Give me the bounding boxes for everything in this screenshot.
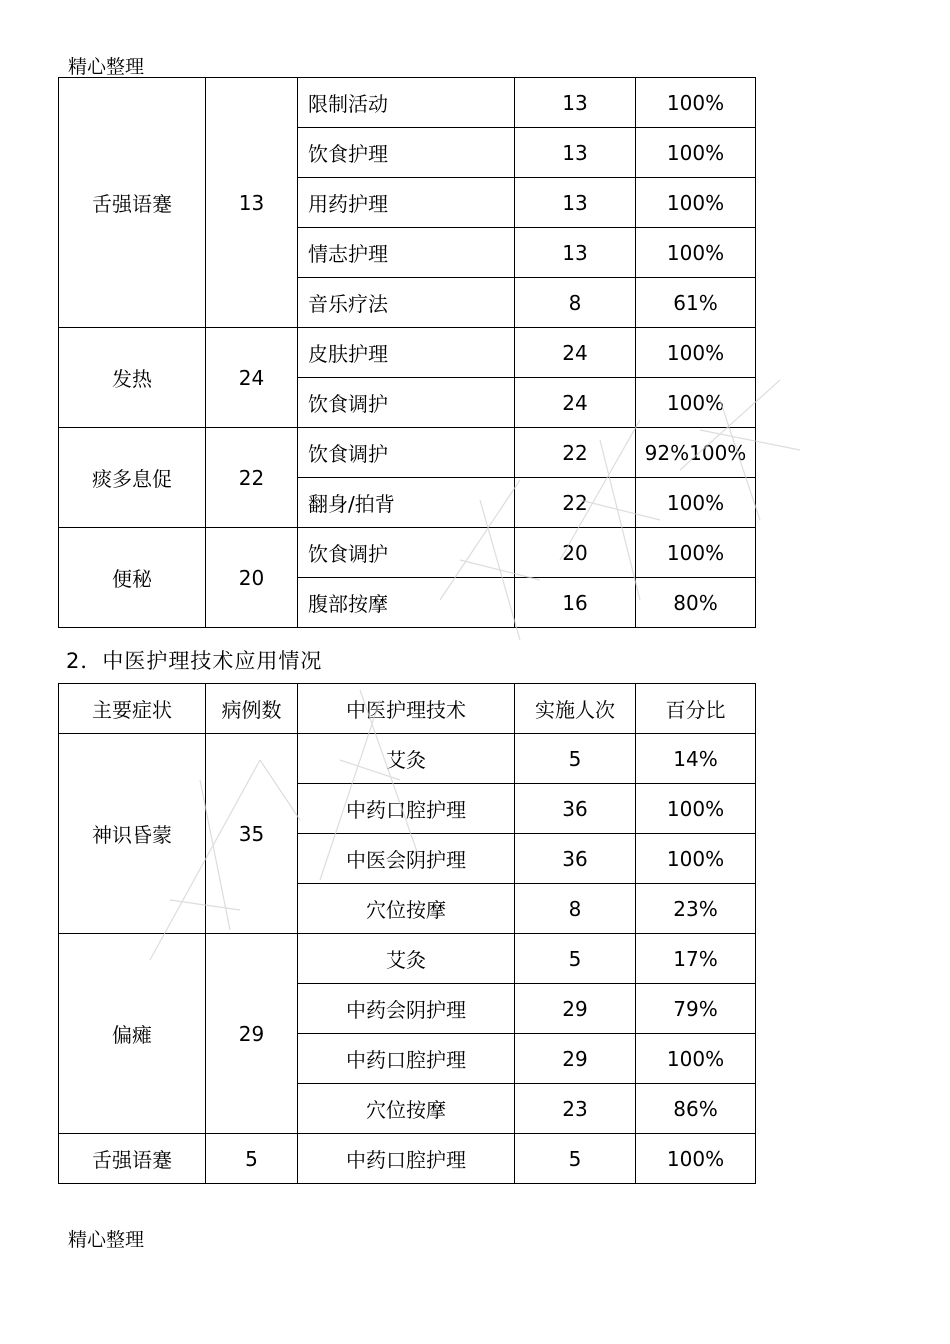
cases-cell: 22 bbox=[206, 428, 298, 528]
cases-cell: 5 bbox=[206, 1134, 298, 1184]
table-row bbox=[59, 934, 756, 984]
count-cell: 13 bbox=[515, 178, 636, 228]
count-cell: 20 bbox=[515, 528, 636, 578]
technique-cell: 艾灸 bbox=[298, 734, 515, 784]
item-cell: 音乐疗法 bbox=[298, 278, 515, 328]
count-cell: 16 bbox=[515, 578, 636, 628]
table-row bbox=[59, 78, 756, 128]
percent-cell: 23% bbox=[636, 884, 756, 934]
item-cell: 腹部按摩 bbox=[298, 578, 515, 628]
page-header: 精心整理 bbox=[68, 56, 145, 78]
percent-cell: 100% bbox=[636, 378, 756, 428]
percent-cell: 79% bbox=[636, 984, 756, 1034]
technique-cell: 中药会阴护理 bbox=[298, 984, 515, 1034]
count-cell: 8 bbox=[515, 278, 636, 328]
table-row bbox=[59, 528, 756, 578]
cases-cell: 13 bbox=[206, 78, 298, 328]
count-cell: 5 bbox=[515, 734, 636, 784]
item-cell: 限制活动 bbox=[298, 78, 515, 128]
table-row bbox=[59, 734, 756, 784]
percent-cell: 17% bbox=[636, 934, 756, 984]
count-cell: 22 bbox=[515, 478, 636, 528]
item-cell: 用药护理 bbox=[298, 178, 515, 228]
tcm-technique-table bbox=[58, 683, 756, 1184]
item-cell: 饮食护理 bbox=[298, 128, 515, 178]
percent-cell: 100% bbox=[636, 228, 756, 278]
count-cell: 22 bbox=[515, 428, 636, 478]
count-cell: 8 bbox=[515, 884, 636, 934]
cases-cell: 20 bbox=[206, 528, 298, 628]
percent-cell: 100% bbox=[636, 78, 756, 128]
item-cell: 饮食调护 bbox=[298, 378, 515, 428]
symptom-cell: 偏瘫 bbox=[59, 934, 206, 1134]
table-row bbox=[59, 1134, 756, 1184]
percent-cell: 100% bbox=[636, 1134, 756, 1184]
percent-cell: 100% bbox=[636, 178, 756, 228]
count-cell: 13 bbox=[515, 228, 636, 278]
percent-cell: 100% bbox=[636, 784, 756, 834]
count-cell: 29 bbox=[515, 984, 636, 1034]
column-header: 主要症状 bbox=[59, 684, 206, 734]
column-header: 中医护理技术 bbox=[298, 684, 515, 734]
count-cell: 36 bbox=[515, 784, 636, 834]
symptom-cell: 神识昏蒙 bbox=[59, 734, 206, 934]
item-cell: 饮食调护 bbox=[298, 528, 515, 578]
column-header: 实施人次 bbox=[515, 684, 636, 734]
table-row bbox=[59, 428, 756, 478]
symptom-cell: 舌强语蹇 bbox=[59, 78, 206, 328]
percent-cell: 100% bbox=[636, 528, 756, 578]
table-header-row bbox=[59, 684, 756, 734]
technique-cell: 中药口腔护理 bbox=[298, 1034, 515, 1084]
percent-cell: 14% bbox=[636, 734, 756, 784]
percent-cell: 100% bbox=[636, 1034, 756, 1084]
technique-cell: 中药口腔护理 bbox=[298, 1134, 515, 1184]
percent-cell: 92%100% bbox=[636, 428, 756, 478]
technique-cell: 穴位按摩 bbox=[298, 884, 515, 934]
count-cell: 13 bbox=[515, 128, 636, 178]
item-cell: 饮食调护 bbox=[298, 428, 515, 478]
symptom-cell: 舌强语蹇 bbox=[59, 1134, 206, 1184]
technique-cell: 中医会阴护理 bbox=[298, 834, 515, 884]
column-header: 百分比 bbox=[636, 684, 756, 734]
count-cell: 24 bbox=[515, 378, 636, 428]
count-cell: 5 bbox=[515, 1134, 636, 1184]
symptom-cell: 发热 bbox=[59, 328, 206, 428]
cases-cell: 24 bbox=[206, 328, 298, 428]
table-row bbox=[59, 328, 756, 378]
cases-cell: 35 bbox=[206, 734, 298, 934]
section-title: 2．中医护理技术应用情况 bbox=[66, 649, 323, 673]
technique-cell: 中药口腔护理 bbox=[298, 784, 515, 834]
symptom-cell: 便秘 bbox=[59, 528, 206, 628]
count-cell: 24 bbox=[515, 328, 636, 378]
technique-cell: 艾灸 bbox=[298, 934, 515, 984]
percent-cell: 100% bbox=[636, 478, 756, 528]
page-footer: 精心整理 bbox=[68, 1229, 145, 1251]
percent-cell: 86% bbox=[636, 1084, 756, 1134]
column-header: 病例数 bbox=[206, 684, 298, 734]
count-cell: 23 bbox=[515, 1084, 636, 1134]
count-cell: 5 bbox=[515, 934, 636, 984]
count-cell: 13 bbox=[515, 78, 636, 128]
count-cell: 36 bbox=[515, 834, 636, 884]
symptom-cell: 痰多息促 bbox=[59, 428, 206, 528]
item-cell: 情志护理 bbox=[298, 228, 515, 278]
cases-cell: 29 bbox=[206, 934, 298, 1134]
percent-cell: 100% bbox=[636, 128, 756, 178]
technique-cell: 穴位按摩 bbox=[298, 1084, 515, 1134]
percent-cell: 61% bbox=[636, 278, 756, 328]
item-cell: 皮肤护理 bbox=[298, 328, 515, 378]
percent-cell: 100% bbox=[636, 328, 756, 378]
percent-cell: 100% bbox=[636, 834, 756, 884]
item-cell: 翻身/拍背 bbox=[298, 478, 515, 528]
percent-cell: 80% bbox=[636, 578, 756, 628]
count-cell: 29 bbox=[515, 1034, 636, 1084]
symptom-nursing-table bbox=[58, 77, 756, 628]
